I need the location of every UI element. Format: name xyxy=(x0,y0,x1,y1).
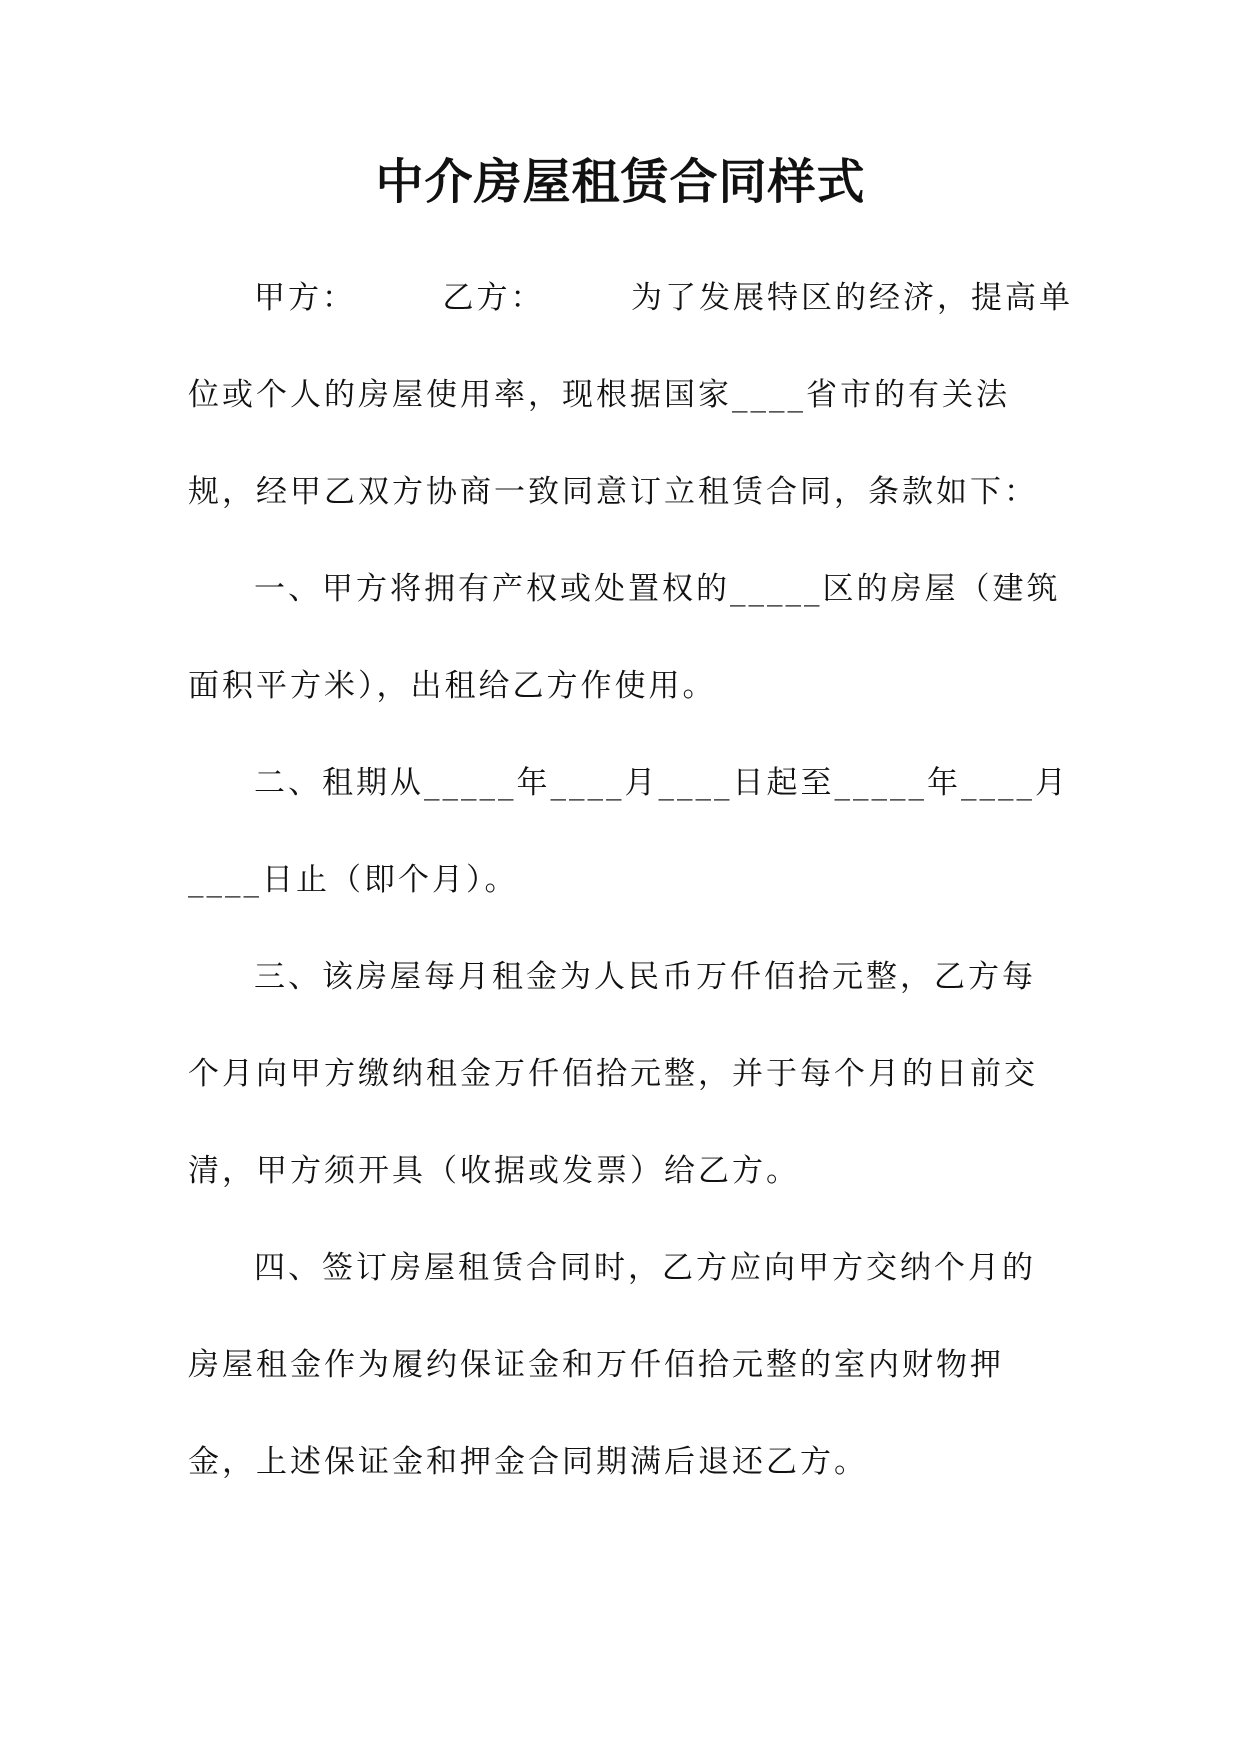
text-line: 房屋租金作为履约保证金和万仟佰拾元整的室内财物押 xyxy=(188,1347,1004,1383)
text-line: 一、甲方将拥有产权或处置权的_____区的房屋（建筑 xyxy=(254,571,1061,607)
text-line: 位或个人的房屋使用率，现根据国家____省市的有关法 xyxy=(188,377,1010,413)
text-line: 三、该房屋每月租金为人民币万仟佰拾元整，乙方每 xyxy=(254,959,1036,995)
text-line: 面积平方米），出租给乙方作使用。 xyxy=(188,668,717,704)
document-title: 中介房屋租赁合同样式 xyxy=(375,154,866,210)
text-line: 二、租期从_____年____月____日起至_____年____月 xyxy=(254,765,1069,801)
text-line: 规，经甲乙双方协商一致同意订立租赁合同，条款如下： xyxy=(188,474,1038,510)
text-line: 金，上述保证金和押金合同期满后退还乙方。 xyxy=(188,1444,868,1480)
text-line: 四、签订房屋租赁合同时，乙方应向甲方交纳个月的 xyxy=(254,1250,1036,1286)
text-line: 清，甲方须开具（收据或发票）给乙方。 xyxy=(188,1153,800,1189)
contract-body xyxy=(188,250,1073,1511)
text-line: ____日止（即个月）。 xyxy=(188,862,519,898)
text-line: 个月向甲方缴纳租金万仟佰拾元整，并于每个月的日前交 xyxy=(188,1056,1038,1092)
text-line: 甲方： 乙方： 为了发展特区的经济，提高单 xyxy=(254,280,1073,316)
